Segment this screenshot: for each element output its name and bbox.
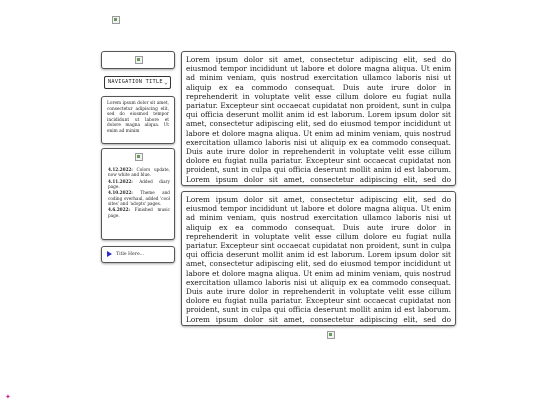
updates-list: [108, 167, 170, 219]
navigation-select-label: NAVIGATION TITLE: [108, 79, 163, 85]
updates-box: [101, 148, 175, 240]
update-item: [108, 207, 170, 218]
update-item: [108, 167, 170, 178]
footer-broken-image-icon: [327, 331, 335, 339]
navigation-select[interactable]: [104, 76, 171, 89]
updates-broken-image-icon: [135, 153, 143, 161]
cursor-icon: ✦: [5, 393, 11, 401]
update-date: 4.12.2022:: [108, 167, 133, 172]
content-panel-text: Lorem ipsum dolor sit amet, consectetur adipiscing elit, sed do eiusmod tempor incididunt ut labore et dolore magna aliqua. Ut enim ad minim veniam, quis nostrud exercitation ullamco laboris nisi ut aliquip ex ea commodo consequat. Duis aute irure dolor in reprehenderit in voluptate velit esse cillum dolore eu fugiat nulla pariatur. Excepteur sint occaecat cupidatat non proident, sunt in culpa qui officia deserunt mollit anim id est laborum. Lorem ipsum dolor sit amet, consectetur adipiscing elit, sed do eiusmod tempor incididunt ut labore et dolore magna aliqua. Ut enim ad minim veniam, quis nostrud exercitation ullamco laboris nisi ut aliquip ex ea commodo consequat. Duis aute irure dolor in reprehenderit in voluptate velit esse cillum dolore eu fugiat nulla pariatur. Excepteur sint occaecat cupidatat non proident, sunt in culpa qui officia deserunt mollit anim id est laborum. Lorem ipsum dolor sit amet, consectetur adipiscing elit, sed do: [186, 55, 451, 184]
update-text: Theme and coding overhaul, added 'cool sites' and 'adopts' pages.: [108, 190, 170, 207]
update-text: Colors update, now white and blue.: [108, 167, 170, 178]
update-date: 4.10.2022:: [108, 190, 133, 196]
play-icon[interactable]: [107, 251, 112, 257]
chevron-down-icon: ⌄: [164, 79, 168, 86]
update-date: 4.6.2022:: [108, 207, 130, 213]
content-panel-1[interactable]: [181, 51, 456, 186]
update-text: Finished music page.: [108, 207, 170, 218]
content-panel-text: Lorem ipsum dolor sit amet, consectetur adipiscing elit, sed do eiusmod tempor incididunt ut labore et dolore magna aliqua. Ut enim ad minim veniam, quis nostrud exercitation ullamco laboris nisi ut aliquip ex ea commodo consequat. Duis aute irure dolor in reprehenderit in voluptate velit esse cillum dolore eu fugiat nulla pariatur. Excepteur sint occaecat cupidatat non proident, sunt in culpa qui officia deserunt mollit anim id est laborum. Lorem ipsum dolor sit amet, consectetur adipiscing elit, sed do eiusmod tempor incididunt ut labore et dolore magna aliqua. Ut enim ad minim veniam, quis nostrud exercitation ullamco laboris nisi ut aliquip ex ea commodo consequat. Duis aute irure dolor in reprehenderit in voluptate velit esse cillum dolore eu fugiat nulla pariatur. Excepteur sint occaecat cupidatat non proident, sunt in culpa qui officia deserunt mollit anim id est laborum. Lorem ipsum dolor sit amet, consectetur adipiscing elit, sed do: [186, 195, 451, 324]
sidebar-image-box: [101, 51, 175, 69]
music-player[interactable]: [101, 246, 175, 263]
update-item: [108, 179, 170, 190]
content-panel-2[interactable]: [181, 191, 456, 326]
update-text: Added diary page.: [108, 178, 170, 190]
player-title: Title Here...: [116, 252, 145, 257]
sidebar-broken-image-icon: [135, 56, 143, 64]
update-date: 4.11.2022:: [108, 178, 133, 184]
update-item: [108, 190, 170, 206]
about-text: Lorem ipsum dolor sit amet, consectetur adipiscing elit, sed do eiusmod tempor incididunt ut labore et dolore magna aliqua. Ut enim ad minim: [107, 101, 169, 134]
about-box: [101, 96, 175, 144]
header-broken-image-icon: [112, 16, 120, 24]
